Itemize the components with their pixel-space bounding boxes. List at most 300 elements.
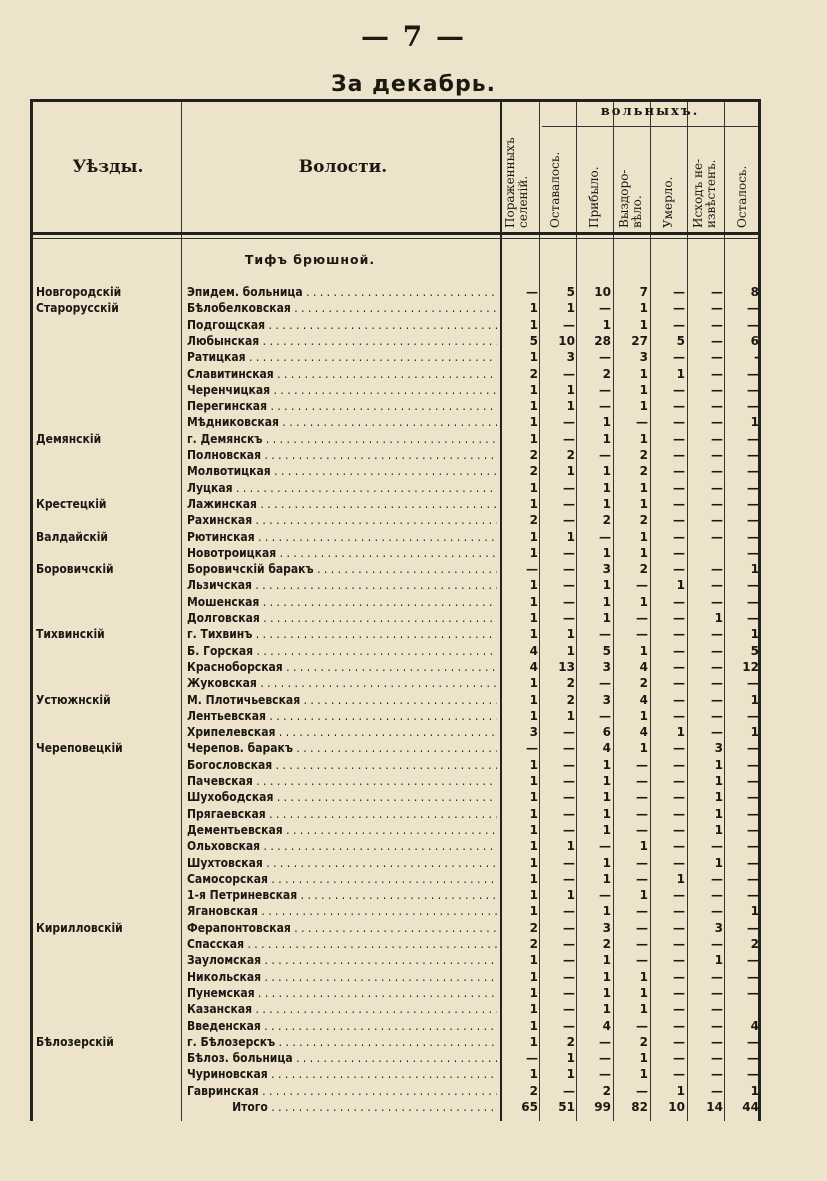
value-cell: —	[747, 855, 759, 870]
value-cell: —	[636, 937, 648, 951]
value-cell: —	[711, 594, 723, 609]
value-cell: 1	[566, 1067, 575, 1082]
volost-cell: Хрипелевская . . .	[187, 724, 497, 740]
uezd-cell: Тихвинскій	[36, 627, 105, 642]
uezd-cell: Новгородскій	[36, 285, 122, 299]
value-cell: 1	[529, 676, 538, 691]
value-cell: 1	[529, 822, 538, 837]
value-cell: —	[636, 611, 648, 625]
value-cell: —	[673, 904, 685, 919]
volost-cell: Самосорская . . .	[187, 871, 497, 887]
value-cell: 1	[602, 806, 611, 821]
value-cell: 1	[529, 888, 538, 903]
volost-cell: Любынская . . .	[187, 333, 497, 349]
volost-cell: Богословская . . .	[187, 757, 497, 773]
value-cell: —	[747, 301, 759, 316]
volost-cell: Зауломская . . .	[187, 952, 497, 968]
value-cell: 2	[529, 464, 538, 479]
value-cell: 1	[529, 545, 538, 560]
value-cell: 1	[714, 611, 723, 625]
value-cell: —	[747, 464, 759, 479]
value-cell: —	[599, 399, 611, 414]
value-cell: —	[526, 285, 538, 299]
value-cell: 1	[639, 741, 648, 756]
value-cell: —	[747, 953, 759, 968]
uezd-cell: Кирилловскій	[36, 920, 123, 935]
header-porazhennykh: Пораженныхъ селеній.	[503, 137, 530, 228]
value-cell: —	[673, 985, 685, 1000]
value-cell: —	[711, 448, 723, 462]
value-cell: —	[673, 937, 685, 951]
value-cell: 1	[639, 1051, 648, 1066]
table-row	[0, 610, 827, 626]
value-cell: 1	[529, 969, 538, 984]
volost-cell: Шухтовская . . .	[187, 855, 497, 871]
value-cell: 4	[639, 692, 648, 707]
value-cell: —	[711, 399, 723, 414]
value-cell: 2	[529, 1083, 538, 1098]
table-row	[0, 1034, 827, 1050]
value-cell: —	[747, 985, 759, 1000]
header-iskhod: Исходъ не- извѣстенъ.	[691, 158, 718, 228]
value-cell: 1	[529, 904, 538, 919]
value-cell: —	[563, 366, 575, 381]
header-umerlo: Умерло.	[661, 176, 675, 228]
value-cell: —	[711, 937, 723, 951]
value-cell: —	[711, 1083, 723, 1098]
table-row	[0, 806, 827, 822]
value-cell: 6	[750, 333, 759, 348]
value-cell: 2	[529, 513, 538, 528]
table-row	[0, 740, 827, 756]
table-row	[0, 773, 827, 789]
value-cell: 1	[639, 382, 648, 397]
value-cell: —	[636, 627, 648, 642]
value-cell: —	[599, 676, 611, 691]
volost-cell: Бѣлобелковская . . .	[187, 300, 497, 316]
volost-cell: 1-я Петриневская . . .	[187, 887, 497, 903]
value-cell: 1	[602, 790, 611, 805]
header-pribylo: Прибыло.	[587, 166, 601, 228]
volost-cell: Введенская . . .	[187, 1018, 497, 1034]
value-cell: —	[636, 855, 648, 870]
value-cell: —	[711, 366, 723, 381]
volost-cell: Новотроицкая . . .	[187, 545, 497, 561]
value-cell: —	[673, 545, 685, 560]
value-cell: —	[711, 301, 723, 316]
volost-cell: Долговская . . .	[187, 610, 497, 626]
value-cell: 4	[750, 1018, 759, 1033]
value-cell: 1	[566, 529, 575, 544]
value-cell: —	[673, 920, 685, 935]
value-cell: 2	[529, 448, 538, 462]
value-cell: —	[526, 562, 538, 577]
table-row	[0, 398, 827, 414]
value-cell: —	[563, 594, 575, 609]
value-cell: 5	[750, 643, 759, 658]
value-cell: 1	[529, 774, 538, 788]
value-cell: —	[563, 578, 575, 593]
value-cell: 3	[602, 659, 611, 674]
table-row	[0, 789, 827, 805]
value-cell: 1	[529, 1002, 538, 1017]
value-cell: —	[636, 822, 648, 837]
value-cell: —	[563, 611, 575, 625]
value-cell: —	[747, 431, 759, 446]
value-cell: 28	[594, 333, 611, 348]
value-cell: —	[747, 513, 759, 528]
value-cell: —	[711, 1051, 723, 1066]
table-row	[0, 1083, 827, 1099]
value-cell: —	[563, 317, 575, 332]
volost-cell: Луцкая . . .	[187, 480, 497, 496]
value-cell: 1	[714, 855, 723, 870]
table-row	[0, 284, 827, 300]
value-cell: 1	[529, 382, 538, 397]
value-cell: —	[673, 676, 685, 691]
value-cell: 1	[639, 431, 648, 446]
volost-cell: Дементьевская . . .	[187, 822, 497, 838]
value-cell: —	[747, 496, 759, 511]
value-cell: —	[636, 871, 648, 886]
uezd-cell: Старорусскій	[36, 301, 119, 316]
value-cell: 2	[750, 937, 759, 951]
value-cell: 2	[566, 676, 575, 691]
value-cell: —	[711, 985, 723, 1000]
value-cell: —	[711, 904, 723, 919]
table-row	[0, 887, 827, 903]
value-cell: —	[711, 643, 723, 658]
value-cell: —	[673, 350, 685, 365]
header-volosti: Волости.	[298, 157, 388, 177]
value-cell: 1	[529, 301, 538, 316]
value-cell: 1	[639, 969, 648, 984]
value-cell: 1	[529, 627, 538, 642]
value-cell: —	[673, 659, 685, 674]
value-cell: 2	[602, 937, 611, 951]
value-cell: 2	[639, 448, 648, 462]
value-cell: —	[636, 1018, 648, 1033]
total-value-cell: 65	[521, 1100, 538, 1114]
value-cell: 1	[529, 839, 538, 854]
value-cell: —	[747, 822, 759, 837]
volost-cell: Перегинская . . .	[187, 398, 497, 414]
value-cell: 4	[602, 741, 611, 756]
value-cell: 4	[529, 659, 538, 674]
value-cell: 1	[566, 399, 575, 414]
value-cell: 1	[529, 578, 538, 593]
value-cell: 10	[558, 333, 575, 348]
table-row	[0, 463, 827, 479]
header-uezdy: Уѣзды.	[72, 157, 144, 177]
volost-cell: Никольская . . .	[187, 969, 497, 985]
uezd-cell: Боровичскій	[36, 562, 114, 577]
value-cell: —	[673, 529, 685, 544]
uezd-cell: Череповецкій	[36, 741, 123, 756]
value-cell: 5	[676, 333, 685, 348]
table-row	[0, 985, 827, 1001]
table-row	[0, 447, 827, 463]
value-cell: —	[711, 464, 723, 479]
value-cell: —	[711, 1018, 723, 1033]
table-row	[0, 431, 827, 447]
volost-cell: Б. Горская . . .	[187, 643, 497, 659]
value-cell: —	[636, 790, 648, 805]
value-cell: —	[673, 1002, 685, 1017]
volost-cell: Ратицкая . . .	[187, 349, 497, 365]
table-row	[0, 936, 827, 952]
value-cell: —	[636, 415, 648, 430]
value-cell: —	[711, 415, 723, 430]
value-cell: 12	[742, 659, 759, 674]
value-cell: 1	[639, 496, 648, 511]
value-cell: 1	[639, 301, 648, 316]
value-cell: —	[747, 317, 759, 332]
value-cell: —	[711, 1067, 723, 1082]
value-cell: —	[747, 1067, 759, 1082]
value-cell: —	[563, 415, 575, 430]
value-cell: —	[711, 333, 723, 348]
value-cell: —	[747, 741, 759, 756]
value-cell: 1	[714, 774, 723, 788]
value-cell: —	[599, 1034, 611, 1049]
value-cell: —	[673, 627, 685, 642]
value-cell: —	[599, 1051, 611, 1066]
table-row	[0, 545, 827, 561]
value-cell: —	[747, 790, 759, 805]
value-cell: -	[754, 350, 759, 365]
header-ostavalos: Оставалось.	[548, 151, 562, 228]
volost-cell: Прягаевская . . .	[187, 806, 497, 822]
value-cell: 4	[602, 1018, 611, 1033]
value-cell: —	[673, 301, 685, 316]
table-row	[0, 838, 827, 854]
value-cell: 1	[529, 317, 538, 332]
value-cell: —	[747, 448, 759, 462]
table-row	[0, 1066, 827, 1082]
value-cell: 1	[639, 480, 648, 495]
value-cell: —	[673, 888, 685, 903]
uezd-cell: Крестецкій	[36, 496, 107, 511]
value-cell: 1	[602, 985, 611, 1000]
value-cell: —	[747, 578, 759, 593]
value-cell: 1	[602, 822, 611, 837]
value-cell: 1	[529, 480, 538, 495]
value-cell: 3	[602, 562, 611, 577]
value-cell: 1	[529, 871, 538, 886]
value-cell: —	[711, 871, 723, 886]
value-cell: 3	[529, 725, 538, 740]
value-cell: —	[747, 888, 759, 903]
value-cell: 1	[714, 757, 723, 772]
value-cell: —	[673, 562, 685, 577]
value-cell: 1	[529, 806, 538, 821]
value-cell: —	[673, 953, 685, 968]
value-cell: —	[599, 529, 611, 544]
value-cell: —	[636, 774, 648, 788]
volost-cell: Боровичскій баракъ . . .	[187, 561, 497, 577]
volost-cell: Лажинская . . .	[187, 496, 497, 512]
value-cell: —	[711, 692, 723, 707]
value-cell: 1	[750, 725, 759, 740]
table-row	[0, 855, 827, 871]
value-cell: 1	[529, 692, 538, 707]
value-cell: —	[747, 839, 759, 854]
value-cell: 1	[602, 480, 611, 495]
value-cell: 1	[566, 643, 575, 658]
value-cell: —	[711, 431, 723, 446]
value-cell: —	[747, 920, 759, 935]
value-cell: 1	[750, 904, 759, 919]
value-cell: 1	[639, 594, 648, 609]
value-cell: —	[673, 839, 685, 854]
value-cell: —	[599, 888, 611, 903]
value-cell: —	[563, 757, 575, 772]
value-cell: 2	[639, 562, 648, 577]
value-cell: —	[563, 1083, 575, 1098]
value-cell: —	[599, 627, 611, 642]
value-cell: —	[711, 969, 723, 984]
value-cell: —	[563, 513, 575, 528]
value-cell: —	[636, 920, 648, 935]
value-cell: —	[673, 774, 685, 788]
value-cell: 2	[602, 1083, 611, 1098]
value-cell: 2	[639, 676, 648, 691]
volost-cell: Шухободская . . .	[187, 789, 497, 805]
value-cell: —	[563, 1002, 575, 1017]
value-cell: 2	[566, 692, 575, 707]
table-row	[0, 724, 827, 740]
value-cell: —	[563, 969, 575, 984]
value-cell: —	[711, 676, 723, 691]
volost-cell: Бѣлоз. больница . . .	[187, 1050, 497, 1066]
table-row	[0, 333, 827, 349]
value-cell: 3	[714, 741, 723, 756]
value-cell: —	[673, 611, 685, 625]
value-cell: —	[563, 806, 575, 821]
value-cell: 1	[602, 464, 611, 479]
value-cell: 1	[639, 985, 648, 1000]
value-cell: —	[526, 741, 538, 756]
value-cell: —	[747, 708, 759, 723]
value-cell: —	[673, 513, 685, 528]
table-row	[0, 871, 827, 887]
value-cell: 1	[529, 708, 538, 723]
value-cell: —	[563, 725, 575, 740]
volost-cell: Черенчицкая . . .	[187, 382, 497, 398]
value-cell: 3	[566, 350, 575, 365]
value-cell: 1	[639, 643, 648, 658]
header-volnykh: вольныхъ.	[600, 104, 700, 119]
value-cell: —	[673, 741, 685, 756]
value-cell: —	[526, 1051, 538, 1066]
value-cell: —	[747, 611, 759, 625]
uezd-cell: Бѣлозерскій	[36, 1034, 114, 1049]
value-cell: —	[673, 1018, 685, 1033]
uezd-cell: Демянскій	[36, 431, 102, 446]
table-row	[0, 659, 827, 675]
value-cell: 5	[529, 333, 538, 348]
value-cell: 2	[529, 366, 538, 381]
value-cell: —	[563, 937, 575, 951]
volost-cell: Ягановская . . .	[187, 903, 497, 919]
table-row	[0, 903, 827, 919]
value-cell: 1	[602, 871, 611, 886]
value-cell: 10	[594, 285, 611, 299]
value-cell: —	[563, 741, 575, 756]
section-title: Тифъ брюшной.	[244, 252, 376, 267]
value-cell: 2	[639, 464, 648, 479]
table-row	[0, 822, 827, 838]
value-cell: 1	[639, 708, 648, 723]
table-row	[0, 643, 827, 659]
value-cell: 1	[639, 1002, 648, 1017]
value-cell: 3	[639, 350, 648, 365]
value-cell: 2	[566, 1034, 575, 1049]
value-cell: 4	[639, 725, 648, 740]
value-cell: —	[673, 448, 685, 462]
value-cell: 1	[566, 627, 575, 642]
value-cell: 3	[602, 692, 611, 707]
value-cell: 1	[639, 839, 648, 854]
table-row	[0, 626, 827, 642]
table-row	[0, 366, 827, 382]
value-cell: 2	[529, 920, 538, 935]
value-cell: 1	[602, 415, 611, 430]
value-cell: 4	[639, 659, 648, 674]
volost-cell: Рютинская . . .	[187, 529, 497, 545]
value-cell: —	[673, 1034, 685, 1049]
value-cell: —	[673, 643, 685, 658]
value-cell: 1	[750, 1083, 759, 1098]
table-row	[0, 561, 827, 577]
value-cell: 1	[529, 855, 538, 870]
value-cell: —	[563, 1018, 575, 1033]
value-cell: 2	[639, 513, 648, 528]
value-cell: —	[563, 855, 575, 870]
volost-cell: Эпидем. больница . . .	[187, 284, 497, 300]
value-cell: 1	[602, 496, 611, 511]
volost-cell: Спасская . . .	[187, 936, 497, 952]
value-cell: —	[711, 725, 723, 740]
value-cell: —	[599, 350, 611, 365]
value-cell: 1	[529, 496, 538, 511]
value-cell: —	[673, 692, 685, 707]
value-cell: 1	[529, 953, 538, 968]
value-cell: 1	[529, 350, 538, 365]
table-row	[0, 952, 827, 968]
value-cell: 1	[566, 1051, 575, 1066]
value-cell: —	[673, 969, 685, 984]
volost-cell: Молвотицкая . . .	[187, 463, 497, 479]
value-cell: 1	[602, 969, 611, 984]
value-cell: —	[599, 448, 611, 462]
table-row	[0, 480, 827, 496]
table-row	[0, 349, 827, 365]
table-row	[0, 300, 827, 316]
value-cell: —	[711, 285, 723, 299]
volost-cell: г. Бѣлозерскъ . . .	[187, 1034, 497, 1050]
value-cell: —	[711, 350, 723, 365]
table-row	[0, 496, 827, 512]
value-cell: —	[747, 871, 759, 886]
value-cell: —	[673, 480, 685, 495]
value-cell: 2	[602, 513, 611, 528]
value-cell: —	[711, 317, 723, 332]
table-row	[0, 414, 827, 430]
value-cell: —	[673, 806, 685, 821]
value-cell: 1	[529, 1034, 538, 1049]
